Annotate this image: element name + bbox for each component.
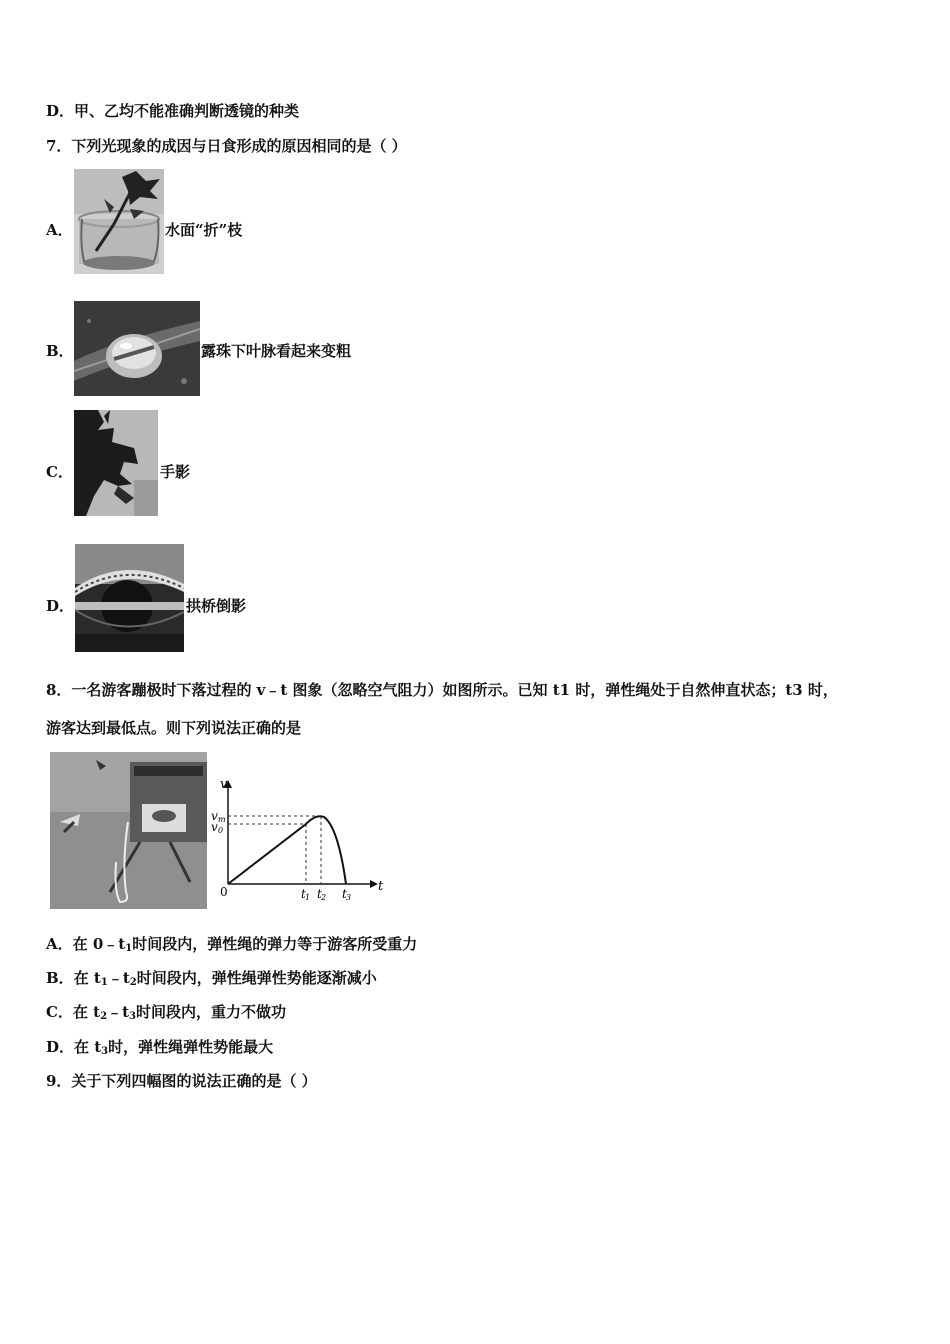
q7-option-a-image bbox=[74, 169, 164, 274]
q7-option-c-image bbox=[74, 410, 158, 516]
q8-option-d: D．在 $t_3$时，弹性绳弹性势能最大 bbox=[46, 1038, 274, 1057]
q7-option-d-label: D． bbox=[46, 597, 75, 615]
vt-graph-vm-label: v bbox=[211, 809, 218, 823]
vt-graph-x-arrow bbox=[370, 880, 378, 888]
q7-stem: 7．下列光现象的成因与日食形成的原因相同的是（ ） bbox=[46, 137, 407, 155]
q7-option-d-image bbox=[75, 544, 184, 652]
vt-graph-t1-label: t bbox=[301, 887, 306, 901]
q8-option-b: B．在 $t_1﹣t_2$时间段内，弹性绳弹性势能逐渐减小 bbox=[46, 969, 377, 988]
q6-option-d: D．甲、乙均不能准确判断透镜的种类 bbox=[46, 102, 300, 120]
vt-graph-y-label: v bbox=[220, 777, 228, 792]
vt-graph-t3-label: t bbox=[342, 887, 347, 901]
vt-graph-t3-sub: 3 bbox=[346, 893, 352, 902]
q8-vt-graph bbox=[208, 772, 388, 904]
q7-option-c-label: C． bbox=[46, 463, 73, 481]
q8-stem-line1: 8．一名游客蹦极时下落过程的 v﹣t 图象（忽略空气阻力）如图所示。已知 t1 时，弹性绳处于自然伸直状态；t3 时， bbox=[46, 681, 838, 699]
vt-graph-t2-label: t bbox=[317, 887, 322, 901]
vt-graph-t1-sub: 1 bbox=[305, 893, 311, 902]
q7-option-b-caption: 露珠下叶脉看起来变粗 bbox=[201, 342, 352, 360]
q7-option-b-image bbox=[74, 301, 200, 396]
q8-option-a: A．在 $0﹣t_1$时间段内，弹性绳的弹力等于游客所受重力 bbox=[46, 935, 418, 954]
vt-graph-v0-label: v bbox=[211, 820, 218, 834]
vt-graph-v0-sub: 0 bbox=[218, 826, 224, 835]
q7-option-b-label: B． bbox=[46, 342, 74, 360]
vt-graph-x-label: t bbox=[378, 879, 384, 894]
vt-graph-t2-sub: 2 bbox=[321, 893, 327, 902]
q9-stem: 9．关于下列四幅图的说法正确的是（ ） bbox=[46, 1072, 317, 1090]
q7-option-a-caption: 水面“折”枝 bbox=[165, 221, 243, 239]
vt-graph-curve bbox=[228, 816, 346, 884]
q8-stem-line2: 游客达到最低点。则下列说法正确的是 bbox=[46, 719, 302, 737]
vt-graph-origin-label: 0 bbox=[220, 885, 228, 899]
q8-bungee-photo bbox=[50, 752, 207, 909]
q7-option-c-caption: 手影 bbox=[160, 463, 191, 481]
q7-option-d-caption: 拱桥倒影 bbox=[186, 597, 247, 615]
q8-option-c: C．在 $t_2﹣t_3$时间段内，重力不做功 bbox=[46, 1003, 286, 1022]
vt-graph-vm-sub: m bbox=[218, 815, 226, 824]
q7-option-a-label: A． bbox=[46, 221, 73, 239]
